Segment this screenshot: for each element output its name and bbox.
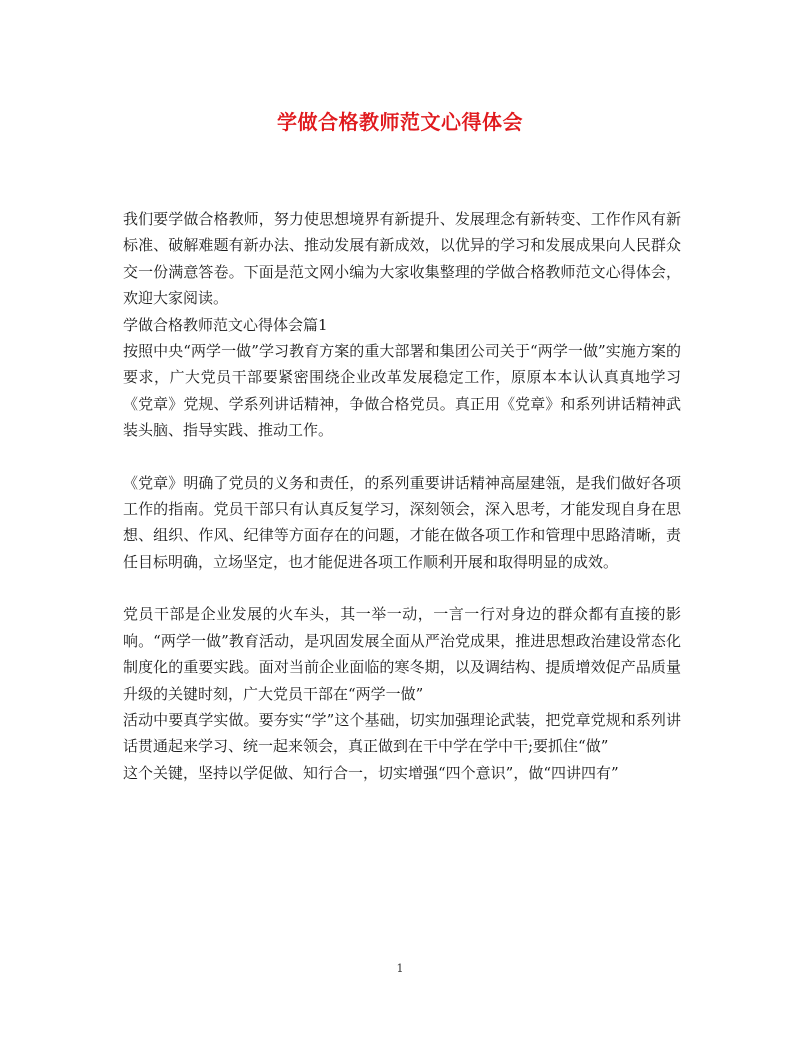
body-paragraph-5: 这个关键，坚持以学促做、知行合一，切实增强“四个意识”，做“四讲四有” bbox=[123, 763, 619, 782]
body-paragraph-2: 《党章》明确了党员的义务和责任，的系列重要讲话精神高屋建瓴，是我们做好各项工作的指南。党员干部只有认真反复学习，深刻领会，深入思考，才能发现自身在思想、组织、作风、纪律等方面存在的问题，才能在做各项工作和管理中思路清晰，责任目标明确，立场坚定，也才能促进各项工作顺利开展和取得明显的成效。 bbox=[123, 473, 681, 571]
paragraph-spacer bbox=[123, 575, 681, 601]
body-paragraph-3: 党员干部是企业发展的火车头，其一举一动，一言一行对身边的群众都有直接的影响。“两学一做”教育活动，是巩固发展全面从严治党成果，推进思想政治建设常态化制度化的重要实践。面对当前企业面临的寒冬期，以及调结构、提质增效促产品质量升级的关键时刻，广大党员干部在“两学一做” bbox=[123, 605, 681, 703]
document-body bbox=[123, 206, 681, 786]
paragraph-spacer bbox=[123, 444, 681, 470]
intro-paragraph: 我们要学做合格教师，努力使思想境界有新提升、发展理念有新转变、工作作风有新标准、破解难题有新办法、推动发展有新成效，以优异的学习和发展成果向人民群众交一份满意答卷。下面是范文网小编为大家收集整理的学做合格教师范文心得体会，欢迎大家阅读。 bbox=[123, 210, 681, 308]
page-number: 1 bbox=[396, 962, 404, 975]
body-paragraph-4: 活动中要真学实做。要夯实“学”这个基础，切实加强理论武装，把党章党规和系列讲话贯通起来学习、统一起来领会，真正做到在干中学在学中干;要抓住“做” bbox=[123, 710, 681, 756]
document-title: 学做合格教师范文心得体会 bbox=[277, 110, 523, 134]
section-heading: 学做合格教师范文心得体会篇1 bbox=[123, 315, 328, 334]
body-paragraph-1: 按照中央“两学一做”学习教育方案的重大部署和集团公司关于“两学一做”实施方案的要求，广大党员干部要紧密围绕企业改革发展稳定工作，原原本本认认真真地学习《党章》党规、学系列讲话精神，争做合格党员。真正用《党章》和系列讲话精神武装头脑、指导实践、推动工作。 bbox=[123, 342, 681, 440]
